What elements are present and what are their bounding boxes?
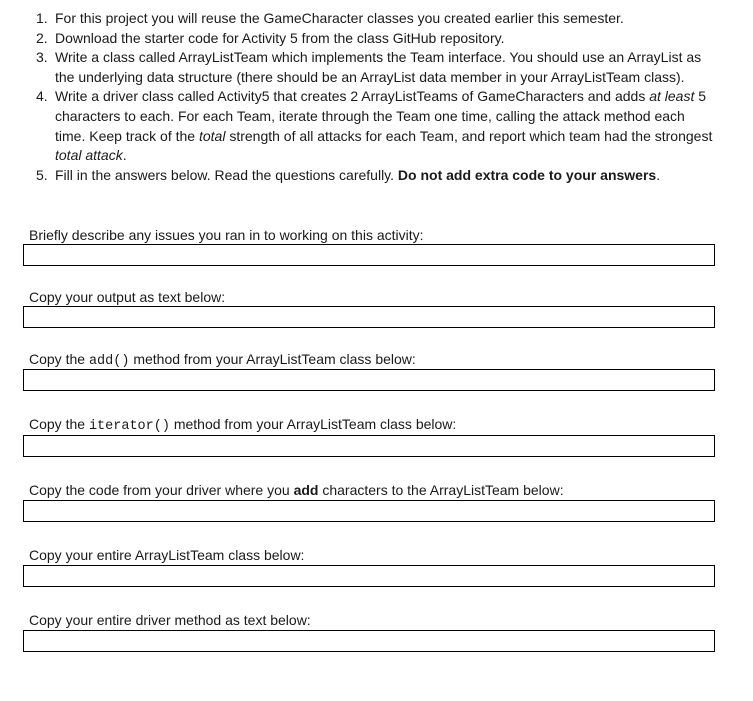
instruction-item-4 xyxy=(14,87,714,165)
emphasis-text: total attack xyxy=(55,147,123,164)
answer-iterator-method-field[interactable] xyxy=(23,435,715,457)
instruction-text: strength of all attacks for each Team, and report which team had the strongest xyxy=(225,127,713,144)
code-text: iterator() xyxy=(88,419,170,434)
instruction-item-2 xyxy=(14,29,714,49)
emphasis-text: at least xyxy=(649,88,695,105)
bold-text: Do not add extra code to your answers xyxy=(397,166,657,183)
instruction-text: Write a class called ArrayListTeam which implements the Team interface. You should use an ArrayList as the underlying data structure (there should be an ArrayList data member in your ArrayListTeam class). xyxy=(55,49,702,85)
bold-text: add xyxy=(293,482,319,498)
question-add-method-label xyxy=(29,350,719,371)
instruction-text: Download the starter code for Activity 5 from the class GitHub repository. xyxy=(55,29,505,46)
list-number: 4. xyxy=(36,88,48,105)
answer-output-field[interactable] xyxy=(23,306,715,328)
question-text: method from your ArrayListTeam class below: xyxy=(129,351,416,367)
answer-driver-method-field[interactable] xyxy=(23,630,715,652)
list-number: 2. xyxy=(36,29,48,46)
question-text: Copy the code from your driver where you xyxy=(29,482,294,498)
instruction-item-5 xyxy=(14,166,714,186)
emphasis-text: total xyxy=(198,127,226,144)
question-iterator-method-label xyxy=(29,415,719,436)
instruction-text: For this project you will reuse the GameCharacter classes you created earlier this semester. xyxy=(55,10,624,26)
instruction-text: Fill in the answers below. Read the questions carefully. xyxy=(55,166,398,183)
question-text: Copy the xyxy=(29,416,89,432)
instruction-text: Write a driver class called Activity5 that creates 2 ArrayListTeams of GameCharacters and adds xyxy=(55,88,650,105)
question-text: characters to the ArrayListTeam below: xyxy=(318,482,564,498)
question-driver-add-label xyxy=(29,481,719,499)
question-class-label: Copy your entire ArrayListTeam class below: xyxy=(29,547,305,563)
answer-add-method-field[interactable] xyxy=(23,369,715,391)
answer-driver-add-field[interactable] xyxy=(23,500,715,522)
instruction-text: . xyxy=(122,147,127,164)
question-output-label: Copy your output as text below: xyxy=(29,289,226,305)
code-text: add() xyxy=(88,354,130,369)
instruction-item-1 xyxy=(14,9,714,29)
question-text: method from your ArrayListTeam class below: xyxy=(169,416,457,432)
instructions-list xyxy=(14,9,714,185)
question-issues-label: Briefly describe any issues you ran in to working on this activity: xyxy=(29,227,424,243)
list-number: 1. xyxy=(36,10,48,26)
answer-class-field[interactable] xyxy=(23,565,715,587)
instruction-text: 5 characters to each. For each Team, iterate through the Team one time, calling the attack method each time. Keep track of the xyxy=(55,88,707,144)
answer-issues-field[interactable] xyxy=(23,244,715,266)
instruction-text: . xyxy=(656,166,661,183)
question-text: Copy the xyxy=(29,351,89,367)
instruction-item-3 xyxy=(14,48,714,87)
list-number: 5. xyxy=(36,166,48,183)
question-driver-method-label: Copy your entire driver method as text below: xyxy=(29,612,311,628)
list-number: 3. xyxy=(36,49,48,66)
